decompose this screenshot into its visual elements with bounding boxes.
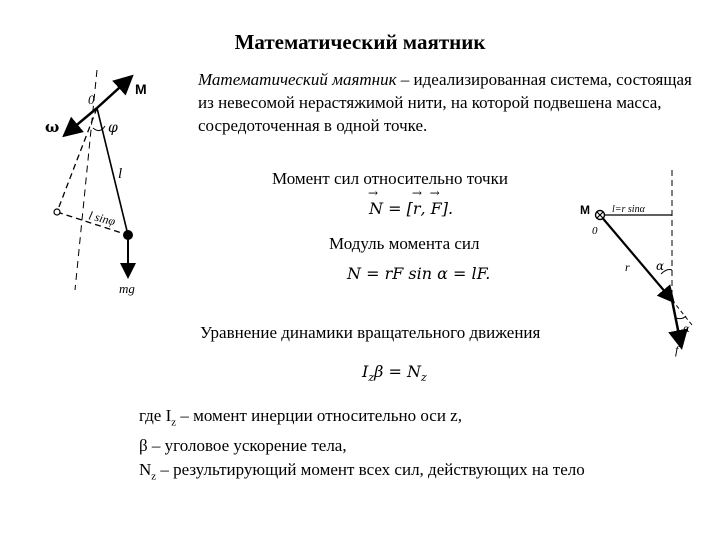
moment-comma: , [420,199,431,218]
radius-line [600,215,672,300]
label-omega: ω [45,118,60,136]
dyn-I: I [362,362,369,381]
legend-line-3 [139,458,585,488]
label-O-right: 0 [592,225,598,237]
rest-position-mark [54,209,60,215]
phi-arc [93,126,105,131]
modulus-formula: N = rF sin α = lF. [347,264,491,283]
moment-F-vector: → F [431,199,442,218]
moment-N-vector: → N [369,199,383,218]
label-f: f [675,343,679,357]
dyn-beta: β = N [374,362,421,381]
dynamics-heading: Уравнение динамики вращательного движения [200,323,541,342]
moment-r-vector: → r [413,199,421,218]
legend-line-1-start: где I [139,406,172,425]
label-l: l [118,166,123,182]
label-alpha: α [656,259,665,273]
label-alpha-2: α [683,324,690,335]
legend-line-3-rest: – результирующий момент всех сил, действующих на тело [156,460,585,480]
slide-title: Математический маятник [234,30,486,54]
label-mg: mg [119,281,135,296]
legend-line-3-start: N [139,460,152,480]
legend-line-3-sub: z [151,470,157,483]
alpha-arc-bottom [676,316,686,319]
force-arrow [672,300,681,345]
label-M-left: M [135,81,147,97]
label-phi: φ [108,120,118,136]
legend-block [139,404,585,489]
moment-arrow-up [97,78,130,108]
label-lsin: l sinφ [87,208,117,229]
dyn-N-sub: z [420,371,427,385]
dynamics-formula [362,362,427,384]
label-arm: l=r sinα [612,204,645,215]
legend-line-1-sub: z [171,416,177,429]
legend-line-1-rest: – момент инерции относительно оси z, [176,406,462,425]
moment-formula [369,199,453,218]
label-M-right: M [580,203,590,217]
label-r: r [625,260,630,274]
moment-close: ]. [441,199,454,218]
legend-line-1 [139,404,585,434]
moment-heading: Момент сил относительно точки [272,169,508,188]
label-O-left: 0 [88,92,95,107]
right-force-diagram [575,160,695,360]
definition-paragraph [198,68,698,137]
definition-text: – идеализированная система, состоящая из невесомой нерастяжимой нити, на которой подвешена масса, сосредоточенная в одной точке. [198,70,692,135]
definition-term: Математический маятник [198,70,397,89]
modulus-heading: Модуль момента сил [329,234,480,253]
legend-line-2: β – уголовое ускорение тела, [139,436,347,456]
left-pendulum-diagram [40,65,190,305]
moment-eq: = [ [383,199,413,218]
dyn-I-sub: z [368,371,375,385]
